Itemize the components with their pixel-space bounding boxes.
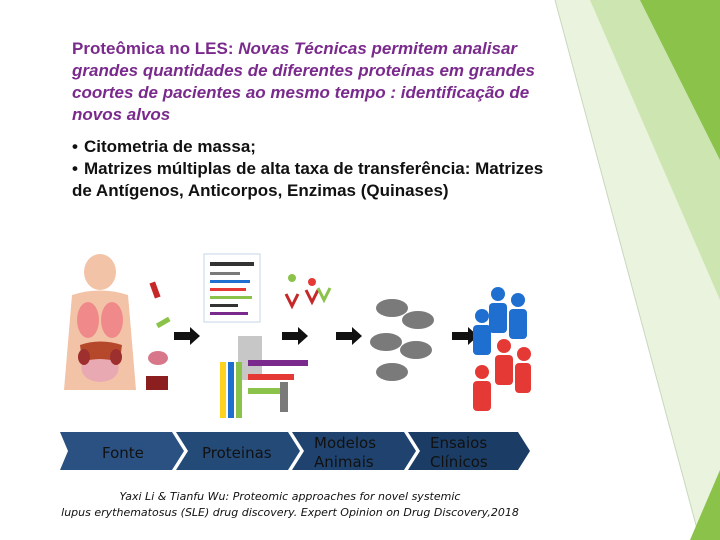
flow-arrows [174,327,478,345]
clinical-trial-illustration [473,287,531,411]
stage-label-line2: Clínicos [430,453,488,471]
title-italic: Novas Técnicas permitem analisar grandes quantidades de diferentes proteínas em grandes coortes de pacientes ao mesmo tempo : identificação de novos alvos [72,39,535,124]
stage-ensaios-clinicos [408,428,526,474]
bullet-item [72,136,562,158]
bullet-dot: • [72,137,78,156]
citation [40,489,540,521]
mouse-model-illustration [370,299,434,381]
stage-label-line1: Modelos [314,434,377,452]
microarray-illustration [204,254,260,322]
sample-icons [146,281,171,390]
stage-fonte [60,428,178,474]
mass-cytometry-illustration [220,336,308,418]
pipeline-stages [60,428,530,474]
pipeline-illustration [52,250,532,430]
bullet-list [72,136,562,202]
stage-label: Proteinas [202,444,272,462]
human-anatomy-illustration [64,254,136,390]
bullet-item [72,158,562,202]
stage-modelos-animais [292,428,410,474]
stage-label-line1: Ensaios [430,434,488,452]
protein-binding-illustration [286,274,330,306]
stage-label-line2: Animais [314,453,374,471]
stage-proteinas [176,428,294,474]
slide-title [72,38,552,126]
bullet-text: Matrizes múltiplas de alta taxa de transferência: Matrizes de Antígenos, Anticorpos, Enzimas (Quinases) [72,159,544,200]
title-bold: Proteômica no LES: [72,39,234,58]
bullet-text: Citometria de massa; [84,137,256,156]
stage-label: Fonte [102,444,144,462]
citation-line-1: Yaxi Li & Tianfu Wu: Proteomic approaches for novel systemic [119,490,461,503]
bullet-dot: • [72,159,78,178]
citation-line-2: lupus erythematosus (SLE) drug discovery. Expert Opinion on Drug Discovery,2018 [61,506,519,519]
